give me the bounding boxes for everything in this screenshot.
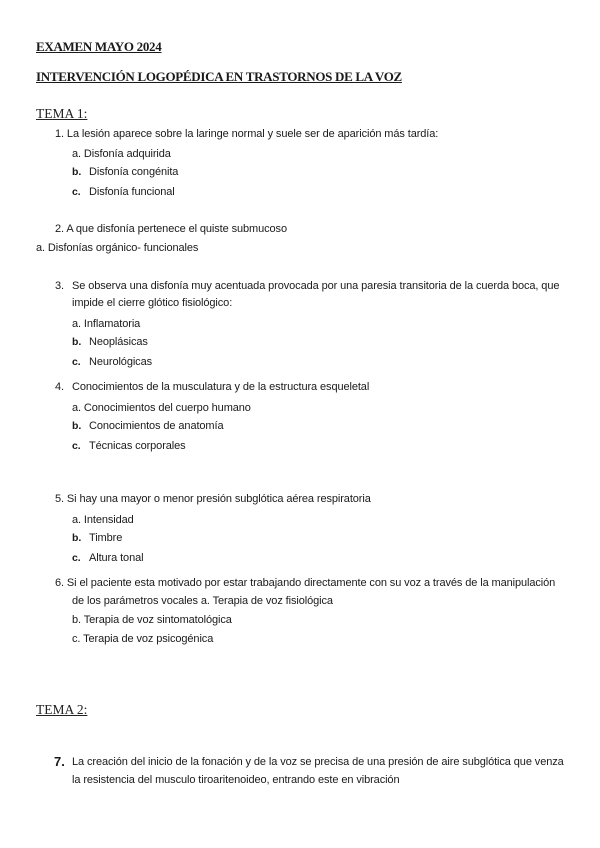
option-b-text: Disfonía congénita [89, 166, 179, 178]
question-3-line1: Se observa una disfonía muy acentuada provocada por una paresia transitoria de la cuerda boca, que [72, 280, 560, 292]
question-7-number-text: 7. [54, 754, 65, 769]
question-4-option-c [72, 440, 186, 452]
question-6-option-c: c. Terapia de voz psicogénica [72, 633, 214, 645]
question-6-line1: 6. Si el paciente esta motivado por estar trabajando directamente con su voz a través de la manipulación [55, 577, 556, 589]
question-4-option-b [72, 420, 223, 432]
option-c-marker: c. [72, 440, 81, 452]
question-2-option-a: a. Disfonías orgánico- funcionales [36, 242, 199, 254]
option-c-marker: c. [72, 552, 81, 564]
question-4-text: Conocimientos de la musculatura y de la estructura esqueletal [72, 381, 370, 393]
question-5-option-b [72, 532, 122, 544]
question-7-line2: la resistencia del musculo tiroaritenoideo, entrando este en vibración [72, 774, 400, 786]
question-1-text: 1. La lesión aparece sobre la laringe normal y suele ser de aparición más tardía: [55, 128, 439, 140]
option-c-text: Altura tonal [89, 552, 144, 564]
question-2-text: 2. A que disfonía pertenece el quiste submucoso [55, 223, 287, 235]
question-3-line2: impide el cierre glótico fisiológico: [72, 297, 233, 309]
question-3-number: 3. [55, 280, 64, 292]
option-c-text: Técnicas corporales [89, 440, 186, 452]
option-c-text: Neurológicas [89, 356, 153, 368]
question-1-option-c [72, 186, 175, 198]
question-5-option-a: a. Intensidad [72, 514, 134, 526]
question-7-number [54, 753, 72, 771]
question-3-option-b [72, 336, 148, 348]
question-7-line1: La creación del inicio de la fonación y de la voz se precisa de una presión de aire subglótica que venza [72, 756, 564, 768]
option-b-text: Neoplásicas [89, 336, 148, 348]
tema2-heading: TEMA 2: [36, 702, 88, 717]
option-b-marker: b. [72, 166, 82, 178]
option-b-marker: b. [72, 336, 82, 348]
question-3-option-c [72, 356, 152, 368]
question-1-option-b [72, 166, 178, 178]
question-5-text: 5. Si hay una mayor o menor presión subglótica aérea respiratoria [55, 493, 371, 505]
question-5-option-c [72, 552, 143, 564]
question-6-option-b: b. Terapia de voz sintomatológica [72, 614, 232, 626]
question-1-option-a: a. Disfonía adquirida [72, 148, 171, 160]
option-b-text: Timbre [89, 532, 123, 544]
exam-title: EXAMEN MAYO 2024 [36, 39, 162, 54]
option-b-marker: b. [72, 532, 82, 544]
subject-title: INTERVENCIÓN LOGOPÉDICA EN TRASTORNOS DE LA VOZ [36, 69, 402, 84]
tema1-heading: TEMA 1: [36, 106, 88, 121]
option-b-text: Conocimientos de anatomía [89, 420, 224, 432]
option-c-marker: c. [72, 186, 81, 198]
question-4-number: 4. [55, 381, 64, 393]
question-6-line2: de los parámetros vocales a. Terapia de voz fisiológica [72, 595, 333, 607]
option-c-text: Disfonía funcional [89, 186, 175, 198]
question-3-option-a: a. Inflamatoria [72, 318, 141, 330]
question-4-option-a: a. Conocimientos del cuerpo humano [72, 402, 251, 414]
option-c-marker: c. [72, 356, 81, 368]
option-b-marker: b. [72, 420, 82, 432]
